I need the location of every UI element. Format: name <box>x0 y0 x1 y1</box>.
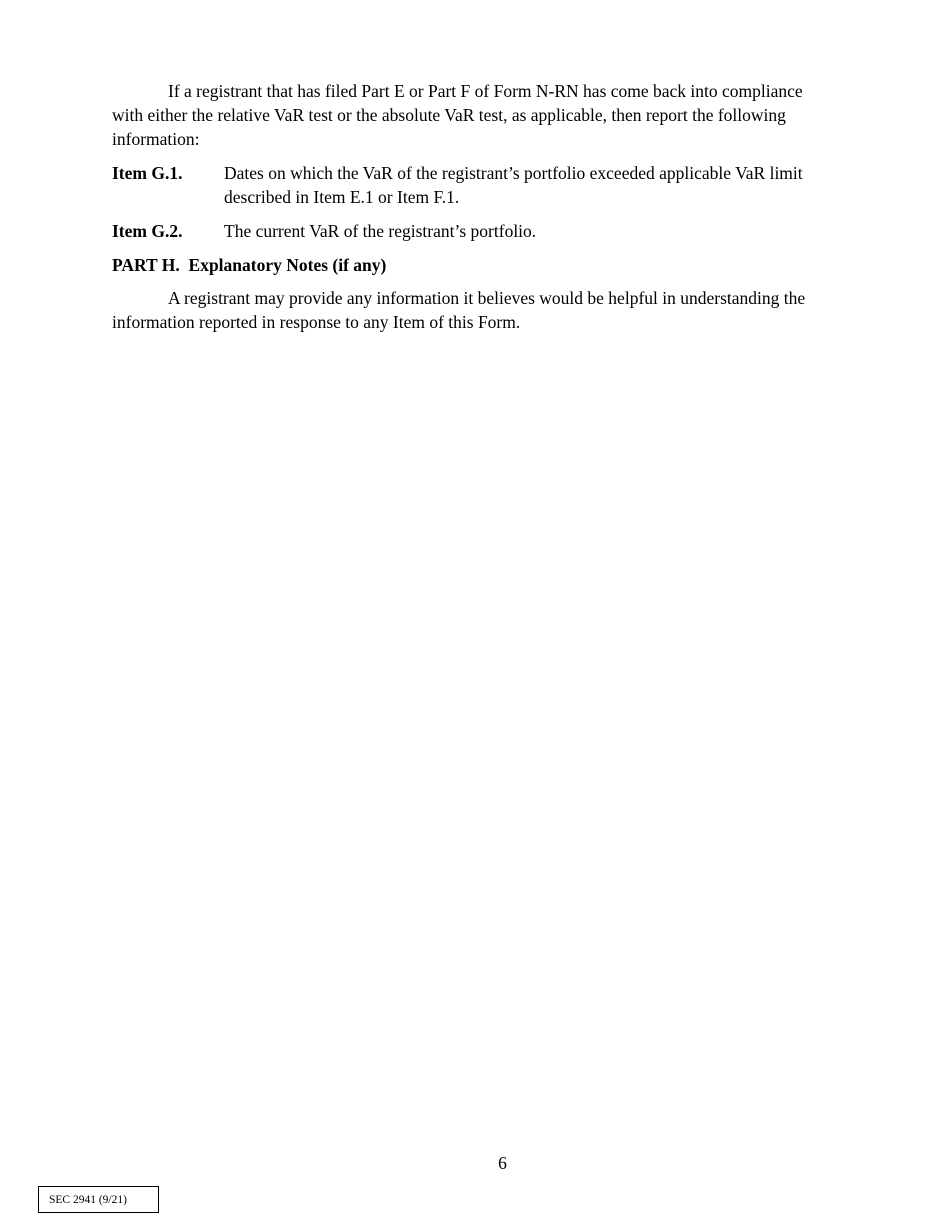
intro-paragraph: If a registrant that has filed Part E or Part F of Form N-RN has come back into compliance with either the relative VaR test or the absolute VaR test, as applicable, then report the following information: <box>112 81 803 149</box>
item-label: Item G.2. <box>112 221 183 241</box>
part-h-heading: PART H. Explanatory Notes (if any) <box>112 255 387 275</box>
item-g1 <box>112 161 824 209</box>
part-h-paragraph: A registrant may provide any information it believes would be helpful in understanding the information reported in response to any Item of this Form. <box>112 288 806 332</box>
item-label: Item G.1. <box>112 163 183 183</box>
item-g2 <box>112 219 824 243</box>
item-text: The current VaR of the registrant’s portfolio. <box>224 221 537 241</box>
item-text: Dates on which the VaR of the registrant’s portfolio exceeded applicable VaR limit described in Item E.1 or Item F.1. <box>224 163 803 207</box>
form-code-box: SEC 2941 (9/21) <box>38 1186 159 1213</box>
page-number: 6 <box>498 1153 507 1173</box>
